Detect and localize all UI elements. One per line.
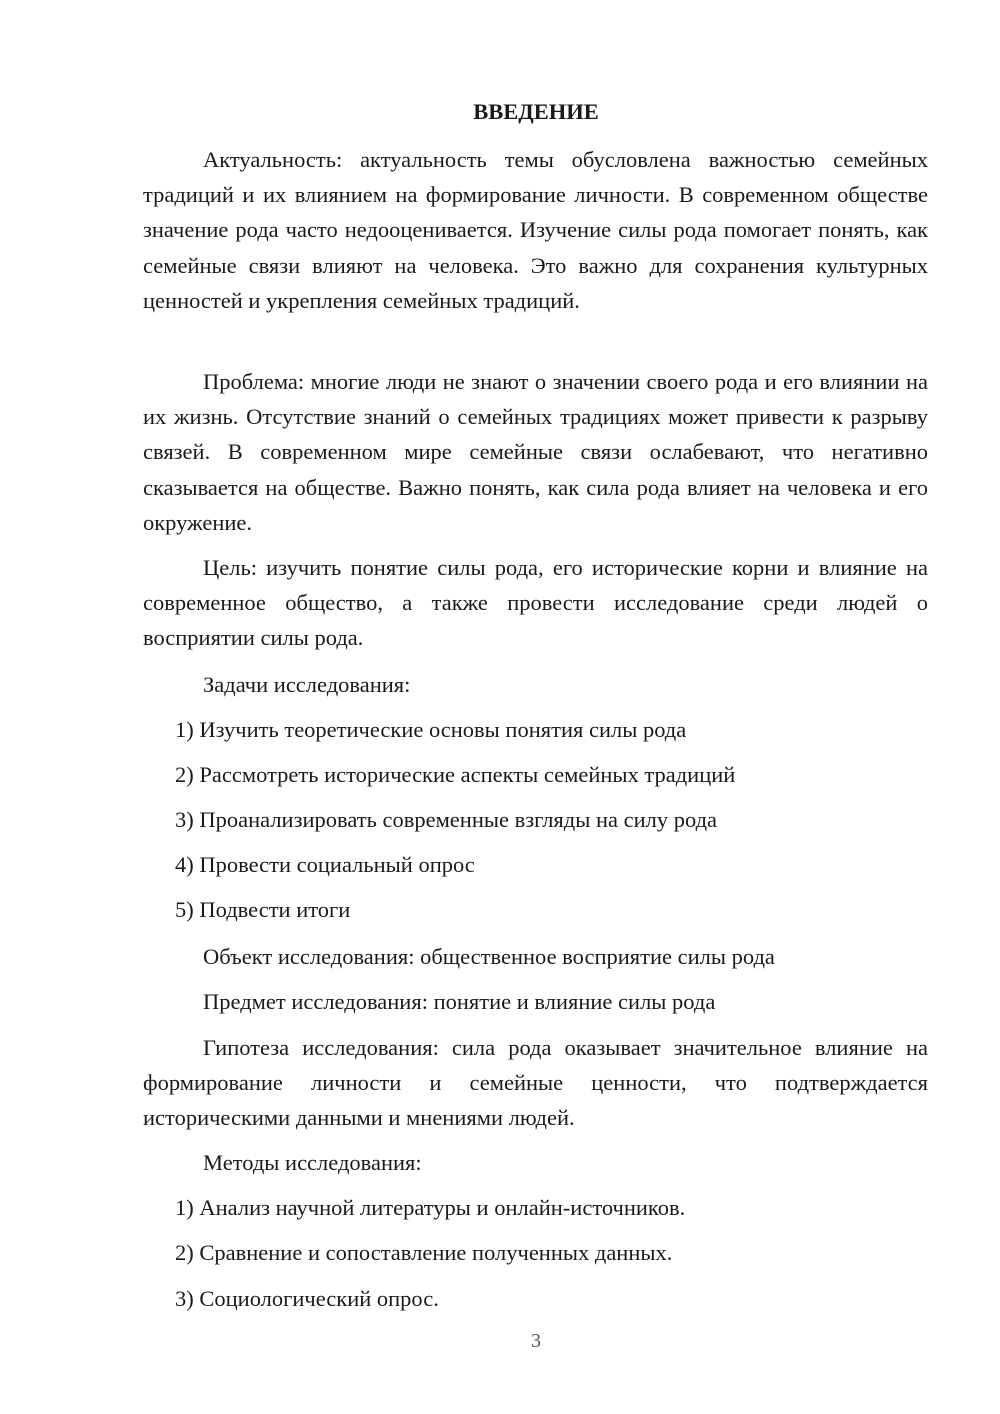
page-title: ВВЕДЕНИЕ bbox=[473, 99, 599, 124]
task-item: 1) Изучить теоретические основы понятия силы рода bbox=[175, 717, 687, 742]
task-item: 4) Провести социальный опрос bbox=[175, 852, 475, 877]
method-item: 1) Анализ научной литературы и онлайн-источников. bbox=[175, 1195, 686, 1220]
object-line: Объект исследования: общественное восприятие силы рода bbox=[203, 944, 775, 969]
method-item: 2) Сравнение и сопоставление полученных данных. bbox=[175, 1240, 673, 1265]
hypothesis-paragraph: Гипотеза исследования: сила рода оказывает значительное влияние на формирование личности и семейные ценности, что подтверждается историческими данными и мнениями людей. bbox=[143, 1035, 928, 1131]
page-number: 3 bbox=[531, 1330, 541, 1352]
problem-paragraph: Проблема: многие люди не знают о значении своего рода и его влиянии на их жизнь. Отсутствие знаний о семейных традициях может привести к разрыву связей. В современном мире семейные связи ослабевают, что негативно сказывается на обществе. Важно понять, как сила рода влияет на человека и его окружение. bbox=[143, 369, 928, 535]
subject-line: Предмет исследования: понятие и влияние силы рода bbox=[203, 989, 716, 1014]
tasks-heading: Задачи исследования: bbox=[203, 672, 411, 697]
goal-paragraph: Цель: изучить понятие силы рода, его исторические корни и влияние на современное общество, а также провести исследование среди людей о восприятии силы рода. bbox=[143, 555, 928, 651]
relevance-paragraph: Актуальность: актуальность темы обусловлена важностью семейных традиций и их влиянием на формирование личности. В современном обществе значение рода часто недооценивается. Изучение силы рода помогает понять, как семейные связи влияют на человека. Это важно для сохранения культурных ценностей и укрепления семейных традиций. bbox=[143, 147, 928, 313]
method-item: 3) Социологический опрос. bbox=[175, 1286, 439, 1311]
methods-heading: Методы исследования: bbox=[203, 1150, 422, 1175]
task-item: 3) Проанализировать современные взгляды на силу рода bbox=[175, 807, 718, 832]
task-item: 5) Подвести итоги bbox=[175, 897, 351, 922]
task-item: 2) Рассмотреть исторические аспекты семейных традиций bbox=[175, 762, 736, 787]
